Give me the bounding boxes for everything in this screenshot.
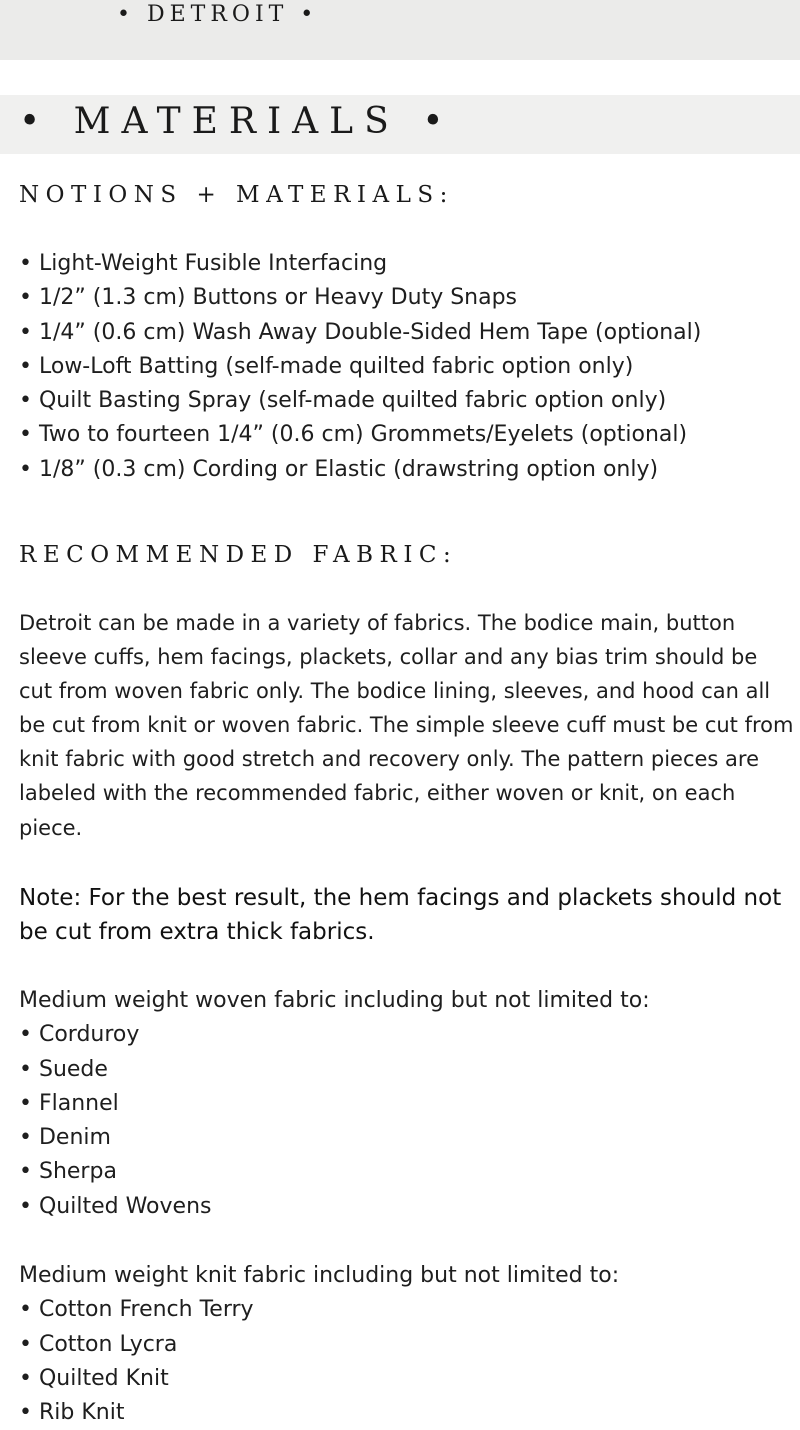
list-item: • Light-Weight Fusible Interfacing bbox=[19, 247, 789, 281]
list-item: • Suede bbox=[19, 1053, 789, 1087]
fabric-note: Note: For the best result, the hem facings and plackets should not be cut from extra thick fabrics. bbox=[19, 885, 782, 945]
section-title: • MATERIALS • bbox=[19, 101, 455, 142]
woven-block bbox=[19, 984, 789, 1224]
list-item: • 1/2” (1.3 cm) Buttons or Heavy Duty Snaps bbox=[19, 281, 789, 315]
list-item: • Flannel bbox=[19, 1087, 789, 1121]
pattern-title: • DETROIT • bbox=[117, 2, 319, 27]
list-item: • Quilted Knit bbox=[19, 1362, 789, 1396]
woven-list bbox=[19, 1018, 789, 1224]
list-item: • Rib Knit bbox=[19, 1396, 789, 1430]
notions-list-block bbox=[19, 247, 789, 487]
notions-list bbox=[19, 247, 789, 487]
list-item: • 1/8” (0.3 cm) Cording or Elastic (drawstring option only) bbox=[19, 453, 789, 487]
knit-block bbox=[19, 1259, 789, 1430]
knit-list bbox=[19, 1293, 789, 1430]
section-banner bbox=[0, 95, 800, 154]
woven-intro: Medium weight woven fabric including but not limited to: bbox=[19, 988, 650, 1013]
list-item: • Quilt Basting Spray (self-made quilted fabric option only) bbox=[19, 384, 789, 418]
list-item: • Cotton French Terry bbox=[19, 1293, 789, 1327]
list-item: • Cotton Lycra bbox=[19, 1328, 789, 1362]
list-item: • Quilted Wovens bbox=[19, 1190, 789, 1224]
list-item: • Corduroy bbox=[19, 1018, 789, 1052]
list-item: • Low-Loft Batting (self-made quilted fabric option only) bbox=[19, 350, 789, 384]
notions-heading: NOTIONS + MATERIALS: bbox=[19, 182, 454, 208]
list-item: • Sherpa bbox=[19, 1155, 789, 1189]
list-item: • Two to fourteen 1/4” (0.6 cm) Grommets/Eyelets (optional) bbox=[19, 418, 789, 452]
knit-intro: Medium weight knit fabric including but not limited to: bbox=[19, 1263, 620, 1288]
fabric-heading: RECOMMENDED FABRIC: bbox=[19, 542, 458, 568]
top-banner bbox=[0, 0, 800, 60]
list-item: • 1/4” (0.6 cm) Wash Away Double-Sided Hem Tape (optional) bbox=[19, 316, 789, 350]
fabric-description: Detroit can be made in a variety of fabrics. The bodice main, button sleeve cuffs, hem facings, plackets, collar and any bias trim should be cut from woven fabric only. The bodice lining, sleeves, and hood can all be cut from knit or woven fabric. The simple sleeve cuff must be cut from knit fabric with good stretch and recovery only. The pattern pieces are labeled with the recommended fabric, either woven or knit, on each piece. bbox=[19, 611, 794, 840]
list-item: • Denim bbox=[19, 1121, 789, 1155]
